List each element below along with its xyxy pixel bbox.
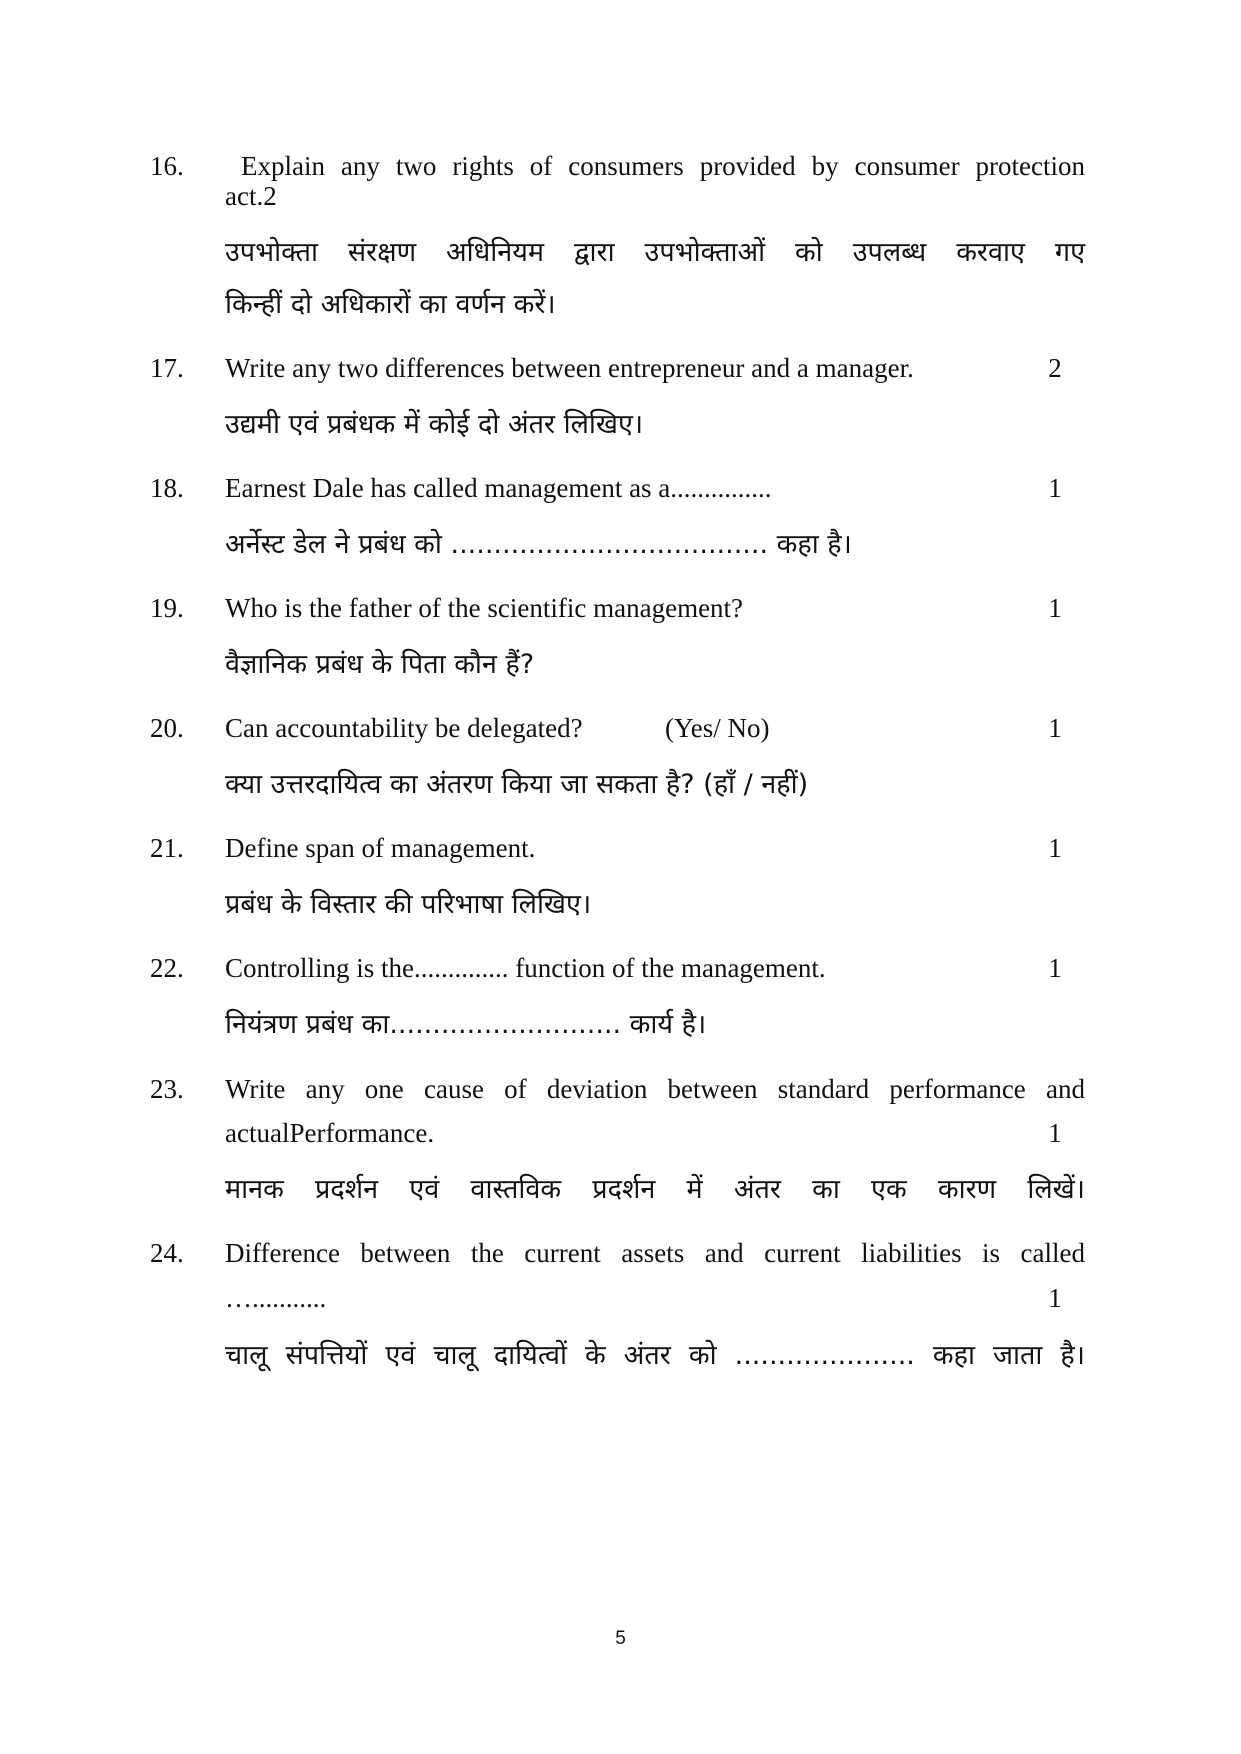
question-text-en: Controlling is the.............. function of the management.	[225, 953, 826, 983]
question-text-en: Define span of management.	[225, 833, 536, 863]
question-text-hi: उद्यमी एवं प्रबंधक में कोई दो अंतर लिखिए।	[225, 409, 644, 440]
question-text-hi: प्रबंध के विस्तार की परिभाषा लिखिए।	[225, 889, 592, 920]
marks: 1	[1048, 953, 1062, 983]
question-text-en-cont: …...........	[225, 1283, 327, 1313]
question-text-hi: चालू संपत्तियों एवं चालू दायित्वों के अंतर को ..................... कहा जाता है।	[225, 1340, 1085, 1371]
question-text-en: Can accountability be delegated?	[225, 713, 583, 743]
question-text-hi: मानक प्रदर्शन एवं वास्तविक प्रदर्शन में अंतर का एक कारण लिखें।	[225, 1174, 1085, 1205]
question-number: 18.	[150, 473, 184, 503]
question-text-en-cont: actualPerformance.	[225, 1118, 435, 1148]
marks: 1	[1048, 593, 1062, 623]
question-text-hi-cont: किन्हीं दो अधिकारों का वर्णन करें।	[225, 289, 556, 320]
question-number: 19.	[150, 593, 184, 623]
page-number: 5	[615, 1628, 626, 1649]
marks: 1	[1048, 713, 1062, 743]
question-text-en: Difference between the current assets and current liabilities is called	[225, 1238, 1085, 1268]
question-text-hi: उपभोक्ता संरक्षण अधिनियम द्वारा उपभोक्ताओं को उपलब्ध करवाए गए	[225, 237, 1085, 268]
marks: 1	[1048, 473, 1062, 503]
question-text-en-cont: act.2	[225, 181, 277, 211]
marks: 1	[1048, 1283, 1062, 1313]
marks: 1	[1048, 1118, 1062, 1148]
question-text-en: Explain any two rights of consumers provided by consumer protection	[225, 151, 1085, 181]
question-text-hi: वैज्ञानिक प्रबंध के पिता कौन हैं?	[225, 649, 535, 680]
question-number: 22.	[150, 953, 184, 983]
answer-options: (Yes/ No)	[665, 713, 770, 743]
question-text-en: Who is the father of the scientific management?	[225, 593, 744, 623]
question-text-en: Write any one cause of deviation between standard performance and	[225, 1074, 1085, 1104]
question-text-hi: अर्नेस्ट डेल ने प्रबंध को ..................................... कहा है।	[225, 529, 852, 560]
question-number: 21.	[150, 833, 184, 863]
question-number: 24.	[150, 1238, 184, 1268]
question-number: 20.	[150, 713, 184, 743]
question-text-hi: क्या उत्तरदायित्व का अंतरण किया जा सकता है? (हाँ / नहीं)	[225, 769, 809, 800]
marks: 2	[1048, 353, 1062, 383]
question-number: 23.	[150, 1074, 184, 1104]
question-number: 16.	[150, 151, 184, 181]
marks: 1	[1048, 833, 1062, 863]
question-number: 17.	[150, 353, 184, 383]
question-text-en: Write any two differences between entrepreneur and a manager.	[225, 353, 914, 383]
question-text-en: Earnest Dale has called management as a...............	[225, 473, 772, 503]
question-text-hi: नियंत्रण प्रबंध का........................... कार्य है।	[225, 1009, 707, 1040]
